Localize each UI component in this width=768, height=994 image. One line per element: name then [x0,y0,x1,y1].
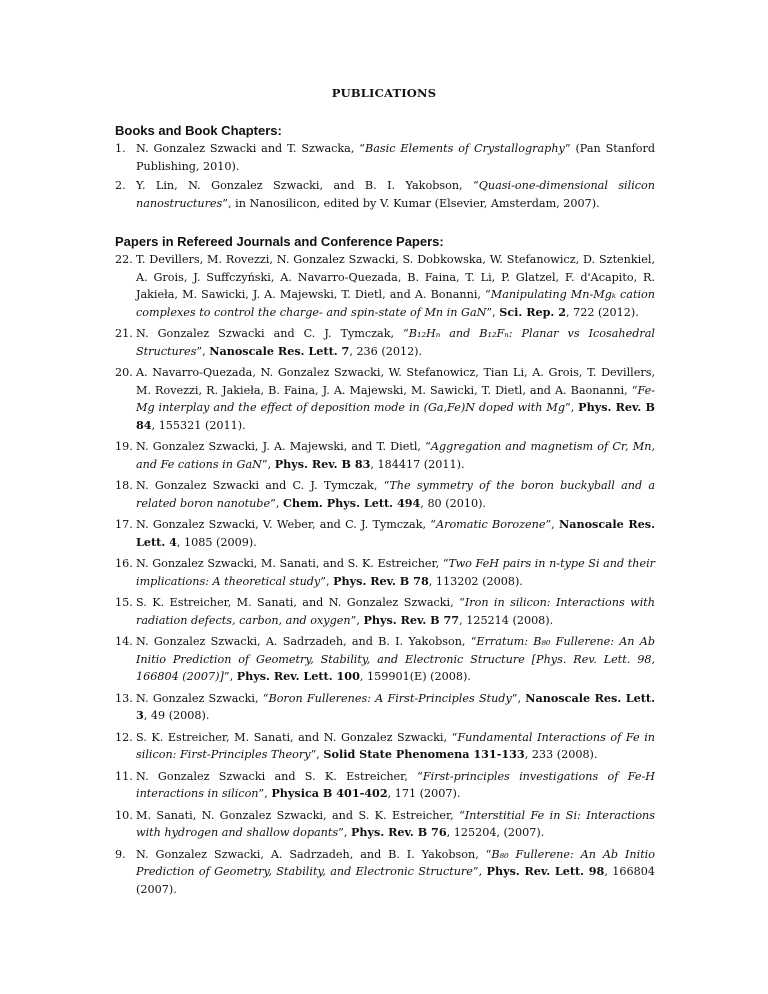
publication-text [136,557,655,588]
publication-text [136,770,655,801]
journal-ref: Phys. Rev. B 76 [350,825,447,839]
publication-segment: Y. Lin, N. Gonzalez Szwacki, and B. I. Yakobson, “ [136,179,479,192]
publication-number: 12. [115,730,133,744]
publication-text [136,366,655,432]
publication-text [136,518,655,549]
papers-list [115,251,655,902]
publication-title: Fundamental Interactions of Fe in silicon: First-Principles Theory [136,730,655,761]
publication-title: Boron Fullerenes: A First-Principles Study [268,691,512,705]
journal-ref: Phys. Rev. Lett. 100 [236,669,360,683]
journal-ref: Phys. Rev. Lett. 98 [486,864,605,878]
journal-ref: Nanoscale Res. Lett. 3 [136,690,655,722]
publication-number: 13. [115,691,133,705]
publication-segment: , 155321 (2011). [151,418,246,432]
publication-segment: N. Gonzalez Szwacki and S. K. Estreicher, “ [136,769,423,783]
publication-item [115,140,655,175]
publication-segment: ”, [511,691,526,705]
publication-segment: N. Gonzalez Szwacki and C. J. Tymczak, “ [136,479,390,492]
journal-ref: Chem. Phys. Lett. 494 [282,495,421,510]
publication-number: 18. [115,479,133,492]
publication-item [115,438,655,473]
publication-item [115,846,655,899]
publication-number: 2. [115,179,126,192]
publication-text [136,731,655,762]
publication-segment: N. Gonzalez Szwacki and C. J. Tymczak, “ [136,327,409,340]
publication-title: Erratum: B₈₀ Fullerene: An Ab Initio Prediction of Geometry, Stability, and Electronic Structure [Phys. Rev. Lett. 98, 166804 (2007)] [136,635,655,683]
publication-segment: , 159901(E) (2008). [359,670,471,683]
publication-segment: ”, in Nanosilicon, edited by V. Kumar (Elsevier, Amsterdam, 2007). [222,196,600,210]
publication-segment: , 113202 (2008). [428,574,523,588]
publication-segment: ”, [310,748,324,761]
journal-ref: Phys. Rev. B 78 [333,573,429,588]
publication-segment: T. Devillers, M. Rovezzi, N. Gonzalez Szwacki, S. Dobkowska, W. Stefanowicz, D. Sztenkiel, A. Grois, J. Suffczyński, A. Navarro-Quezada, B. Faina, T. Li, P. Glatzel, F. d'Acapito, R. Jakieła, M. Sawicki, J. A. Majewski, T. Dietl, and A. Bonanni, “ [136,253,655,301]
publication-segment: ” (Pan Stanford Publishing, 2010). [136,142,655,173]
publication-segment: ”, [486,305,500,319]
publication-segment: ”, [270,496,283,510]
publication-number: 1. [115,142,126,155]
publication-title: Interstitial Fe in Si: Interactions with hydrogen and shallow dopants [136,808,656,839]
publication-title: Aromatic Borozene [436,518,546,531]
journal-ref: Nanoscale Res. Lett. 4 [136,517,655,549]
publication-title: Two FeH pairs in n-type Si and their implications: A theoretical study [136,557,655,588]
publication-title: First-principles investigations of Fe-H interactions in silicon [136,769,655,800]
publication-title: Quasi-one-dimensional silicon nanostructures [136,179,655,210]
publication-segment: S. K. Estreicher, M. Sanati, and N. Gonzalez Szwacki, “ [136,596,465,609]
publication-segment: N. Gonzalez Szwacki, “ [136,691,269,705]
publication-segment: , 1085 (2009). [176,535,257,549]
publication-title: B₁₂Hₙ and B₁₂Fₙ: Planar vs Icosahedral Structures [136,327,655,358]
publication-segment: ”, [261,457,275,471]
publication-title: Fe-Mg interplay and the effect of deposition mode in (Ga,Fe)N doped with Mg [136,383,655,414]
publication-text [136,848,655,896]
publication-title: The symmetry of the boron buckyball and a related boron nanotube [136,479,655,510]
publication-segment: ”, [472,865,487,878]
publication-text [136,327,655,358]
publication-segment: ”, [196,344,210,358]
publication-item [115,477,655,512]
publication-segment: ”, [320,574,334,588]
publication-title: Manipulating Mn-Mgₖ cation complexes to control the charge- and spin-state of Mn in GaN [136,288,655,319]
publication-segment: ”, [223,670,237,683]
publication-number: 20. [115,366,133,379]
publication-number: 9. [115,847,126,861]
publication-item [115,594,655,629]
publication-text [136,596,655,627]
publication-item [115,325,655,360]
publication-segment: , 125204, (2007). [446,826,545,839]
publication-segment: ”, [565,401,579,414]
publication-text [136,253,655,319]
journal-ref: Sci. Rep. 2 [499,304,567,319]
publication-number: 10. [115,808,133,822]
publication-text [136,142,655,173]
publication-number: 15. [115,596,133,609]
publication-title: B₈₀ Fullerene: An Ab Initio Prediction of Geometry, Stability, and Electronic Structure [136,847,655,878]
page-title: PUBLICATIONS [331,86,437,100]
publication-item [115,690,655,725]
publication-segment: ”, [545,518,559,531]
publication-number: 17. [115,518,133,531]
publication-number: 21. [115,327,133,340]
publication-segment: , 236 (2012). [349,344,423,358]
publication-number: 22. [115,253,133,266]
publication-text [136,179,655,210]
publication-item [115,177,655,212]
publication-segment: , 80 (2010). [420,496,486,510]
publication-segment: , 233 (2008). [524,748,598,761]
publication-text [136,635,655,683]
publication-segment: N. Gonzalez Szwacki, M. Sanati, and S. K. Estreicher, “ [136,557,449,570]
journal-ref: Phys. Rev. B 77 [363,612,460,627]
journal-ref: Solid State Phenomena 131-133 [323,747,525,761]
publication-segment: , 171 (2007). [387,787,461,800]
publication-item [115,364,655,434]
publication-item [115,251,655,321]
publication-segment: , 49 (2008). [143,709,210,722]
publication-segment: S. K. Estreicher, M. Sanati, and N. Gonzalez Szwacki, “ [136,730,458,744]
section-heading-books: Books and Book Chapters: [115,123,282,138]
publication-number: 14. [115,635,133,648]
journal-ref: Phys. Rev. B 84 [136,400,655,432]
journal-ref: Phys. Rev. B 83 [274,456,371,471]
publication-segment: N. Gonzalez Szwacki, J. A. Majewski, and T. Dietl, “ [136,440,431,453]
publication-number: 16. [115,557,133,570]
publication-text [136,479,655,510]
publication-title: Iron in silicon: Interactions with radiation defects, carbon, and oxygen [136,596,655,627]
publication-segment: A. Navarro-Quezada, N. Gonzalez Szwacki, W. Stefanowicz, Tian Li, A. Grois, T. Devillers, M. Rovezzi, R. Jakieła, B. Faina, J. A. Majewski, M. Sawicki, T. Dietl, and A. Baonanni, “ [136,366,655,397]
publication-text [136,440,655,471]
publication-segment: , 125214 (2008). [459,613,554,627]
publication-text [136,692,655,723]
publication-segment: N. Gonzalez Szwacki, A. Sadrzadeh, and B. I. Yakobson, “ [136,847,492,861]
journal-ref: Physica B 401-402 [271,786,388,800]
publication-item [115,516,655,551]
publication-item [115,807,655,842]
publication-segment: M. Sanati, N. Gonzalez Szwacki, and S. K. Estreicher, “ [136,808,465,822]
section-heading-papers: Papers in Refereed Journals and Conference Papers: [115,234,444,249]
publication-item [115,633,655,686]
publication-segment: ”, [338,826,351,839]
publication-segment: N. Gonzalez Szwacki, A. Sadrzadeh, and B. I. Yakobson, “ [136,635,477,648]
publication-item [115,729,655,764]
publication-segment: , 184417 (2011). [370,457,465,471]
journal-ref: Nanoscale Res. Lett. 7 [209,343,350,358]
publication-title: Aggregation and magnetism of Cr, Mn, and Fe cations in GaN [136,440,655,471]
publication-segment: N. Gonzalez Szwacki, V. Weber, and C. J. Tymczak, “ [136,518,437,531]
publication-segment: ”, [258,787,272,800]
publication-segment: N. Gonzalez Szwacki and T. Szwacka, “ [136,142,365,155]
publication-segment: , 722 (2012). [566,305,639,319]
publication-segment: , 166804 (2007). [136,865,655,896]
publication-text [136,809,655,840]
publication-title: Basic Elements of Crystallography [364,142,565,155]
publication-number: 19. [115,440,133,453]
publication-number: 11. [115,769,133,783]
publication-item [115,768,655,803]
books-list [115,140,655,214]
publication-item [115,555,655,590]
publication-segment: ”, [350,613,364,627]
